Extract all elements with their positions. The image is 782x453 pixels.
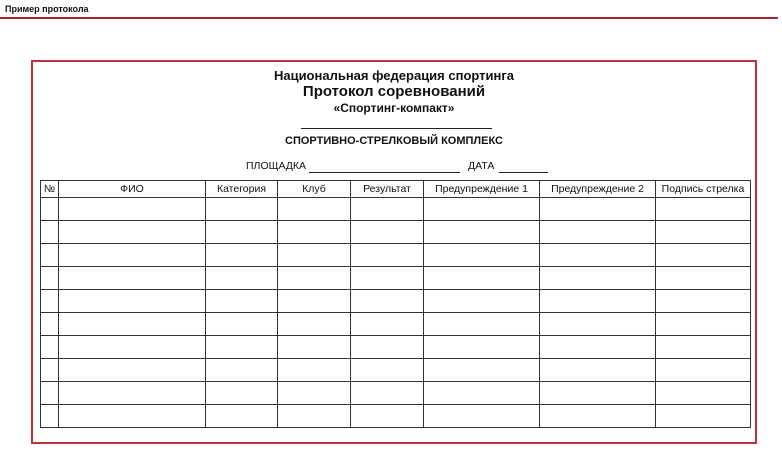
table-cell (351, 359, 424, 382)
column-header-club: Клуб (278, 181, 351, 198)
table-cell (41, 244, 59, 267)
table-cell (41, 405, 59, 428)
page-header (0, 0, 778, 19)
column-header-warning-2: Предупреждение 2 (540, 181, 656, 198)
table-cell (656, 382, 751, 405)
table-body (41, 198, 751, 428)
table-cell (59, 290, 206, 313)
table-cell (278, 290, 351, 313)
table-row (41, 198, 751, 221)
table-cell (206, 290, 278, 313)
table-cell (656, 359, 751, 382)
table-cell (424, 267, 540, 290)
table-cell (424, 198, 540, 221)
table-cell (656, 244, 751, 267)
table-cell (351, 267, 424, 290)
table-cell (59, 359, 206, 382)
table-cell (424, 336, 540, 359)
organization-name: Национальная федерация спортинга (273, 68, 515, 83)
table-cell (540, 244, 656, 267)
table-cell (59, 244, 206, 267)
table-cell (206, 336, 278, 359)
table-cell (278, 244, 351, 267)
column-header-category: Категория (206, 181, 278, 198)
table-cell (540, 405, 656, 428)
table-cell (278, 405, 351, 428)
table-row (41, 221, 751, 244)
protocol-table (40, 180, 751, 428)
table-row (41, 313, 751, 336)
table-cell (656, 336, 751, 359)
column-header-number: № (41, 181, 59, 198)
table-cell (41, 359, 59, 382)
table-cell (278, 382, 351, 405)
table-cell (41, 313, 59, 336)
protocol-frame (31, 60, 757, 444)
table-cell (41, 267, 59, 290)
column-header-name: ФИО (59, 181, 206, 198)
table-row (41, 336, 751, 359)
date-label: ДАТА (468, 160, 495, 172)
table-cell (540, 267, 656, 290)
table-cell (278, 267, 351, 290)
column-header-signature: Подпись стрелка (656, 181, 751, 198)
table-row (41, 267, 751, 290)
table-cell (351, 290, 424, 313)
table-cell (656, 405, 751, 428)
table-cell (540, 198, 656, 221)
table-cell (351, 198, 424, 221)
table-cell (41, 198, 59, 221)
table-cell (278, 198, 351, 221)
table-cell (424, 221, 540, 244)
table-cell (206, 267, 278, 290)
document-subtitle: «Спортинг-компакт» (333, 101, 455, 115)
table-cell (206, 405, 278, 428)
complex-name-blank (301, 128, 492, 129)
table-cell (59, 313, 206, 336)
venue-blank (309, 172, 460, 173)
table-cell (424, 405, 540, 428)
table-cell (278, 221, 351, 244)
column-header-warning-1: Предупреждение 1 (424, 181, 540, 198)
table-cell (206, 198, 278, 221)
table-cell (540, 336, 656, 359)
table-cell (424, 359, 540, 382)
table-cell (278, 313, 351, 336)
table-cell (351, 244, 424, 267)
table-cell (59, 221, 206, 244)
table-cell (206, 244, 278, 267)
table-cell (656, 198, 751, 221)
page-header-title: Пример протокола (5, 4, 89, 14)
table-cell (540, 313, 656, 336)
table-cell (206, 221, 278, 244)
table-row (41, 382, 751, 405)
table-cell (278, 359, 351, 382)
table-cell (424, 382, 540, 405)
table-cell (540, 382, 656, 405)
table-cell (656, 221, 751, 244)
table-cell (540, 221, 656, 244)
table-cell (351, 382, 424, 405)
table-cell (206, 313, 278, 336)
table-cell (41, 290, 59, 313)
table-cell (351, 405, 424, 428)
table-cell (278, 336, 351, 359)
table-cell (351, 336, 424, 359)
column-header-result: Результат (351, 181, 424, 198)
table-cell (206, 382, 278, 405)
table-header-row (41, 181, 751, 198)
table-row (41, 405, 751, 428)
table-cell (41, 336, 59, 359)
table-cell (424, 244, 540, 267)
complex-label: СПОРТИВНО-СТРЕЛКОВЫЙ КОМПЛЕКС (285, 135, 503, 147)
table-cell (59, 336, 206, 359)
table-cell (656, 290, 751, 313)
document-title: Протокол соревнований (302, 83, 486, 100)
table-cell (424, 290, 540, 313)
table-cell (59, 198, 206, 221)
date-blank (499, 172, 548, 173)
table-row (41, 290, 751, 313)
table-cell (206, 359, 278, 382)
table-cell (351, 221, 424, 244)
table-row (41, 359, 751, 382)
table-cell (41, 221, 59, 244)
table-cell (351, 313, 424, 336)
table-cell (59, 382, 206, 405)
table-row (41, 244, 751, 267)
table-cell (656, 313, 751, 336)
table-cell (540, 359, 656, 382)
table-cell (59, 405, 206, 428)
table-cell (656, 267, 751, 290)
table-cell (540, 290, 656, 313)
table-cell (59, 267, 206, 290)
venue-label: ПЛОЩАДКА (246, 160, 307, 172)
table-cell (41, 382, 59, 405)
table-cell (424, 313, 540, 336)
